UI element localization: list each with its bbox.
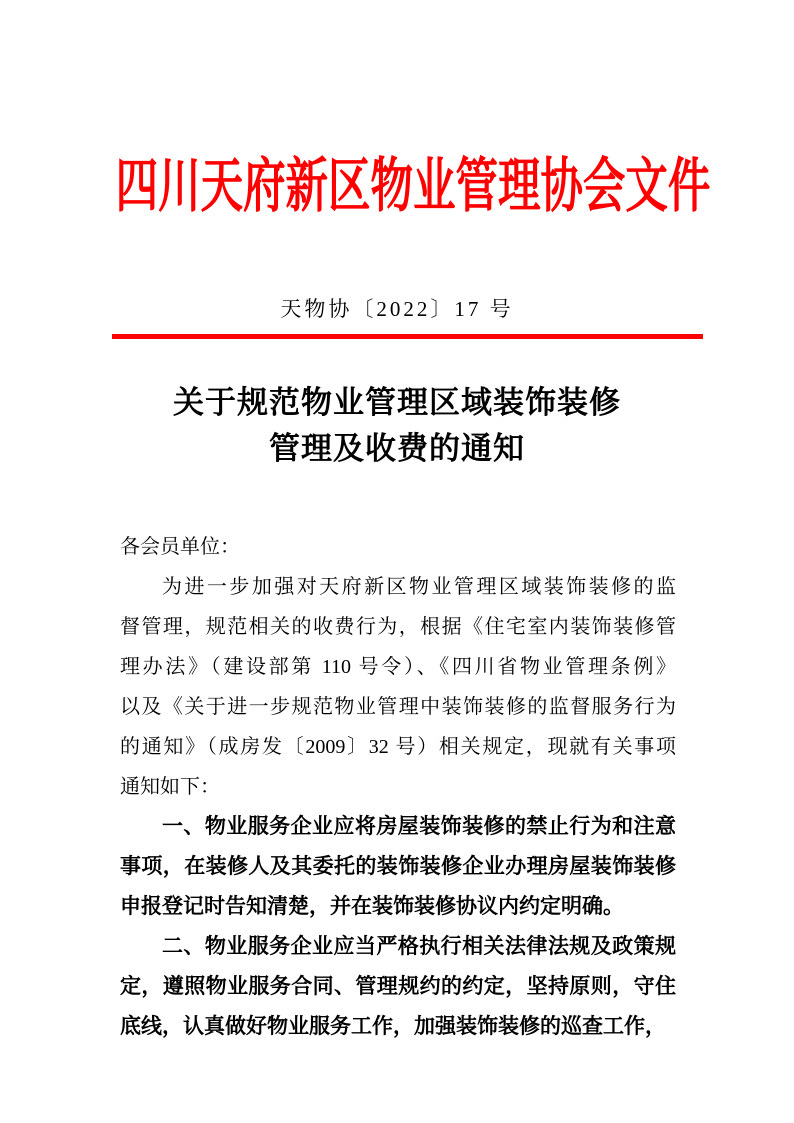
document-title-line1: 关于规范物业管理区域装饰装修 <box>173 385 621 420</box>
org-header <box>0 150 794 238</box>
para1-line1: 为进一步加强对天府新区物业管理区域装饰装修的监 <box>162 576 676 598</box>
para1-line5: 的通知》（成房发〔2009〕32 号）相关规定，现就有关事项 <box>120 736 676 758</box>
para2-line1: 一、物业服务企业应将房屋装饰装修的禁止行为和注意 <box>162 815 676 838</box>
red-separator-rule <box>112 334 703 339</box>
para1-line2: 督管理，规范相关的收费行为，根据《住宅室内装饰装修管 <box>120 616 676 638</box>
doc-number: 天物协〔2022〕17 号 <box>280 297 514 321</box>
para3-line2: 定，遵照物业服务合同、管理规约的约定，坚持原则，守住 <box>120 975 676 998</box>
document-title-line2: 管理及收费的通知 <box>269 431 525 466</box>
document-title <box>0 380 794 472</box>
para2-line3: 申报登记时告知清楚，并在装饰装修协议内约定明确。 <box>120 895 624 918</box>
para1-line6: 通知如下： <box>120 776 220 798</box>
salutation-line: 各会员单位： <box>120 536 240 558</box>
para1-line4: 以及《关于进一步规范物业管理中装饰装修的监督服务行为 <box>120 696 676 718</box>
para3-line1: 二、物业服务企业应当严格执行相关法律法规及政策规 <box>162 935 676 958</box>
para1-line3: 理办法》（建设部第 110 号令）、《四川省物业管理条例》 <box>120 656 676 678</box>
org-header-title: 四川天府新区物业管理协会文件 <box>115 153 711 219</box>
document-body <box>120 527 676 1047</box>
para2-line2: 事项，在装修人及其委托的装饰装修企业办理房屋装饰装修 <box>120 855 676 878</box>
para3-line3: 底线，认真做好物业服务工作，加强装饰装修的巡查工作， <box>120 1015 666 1038</box>
